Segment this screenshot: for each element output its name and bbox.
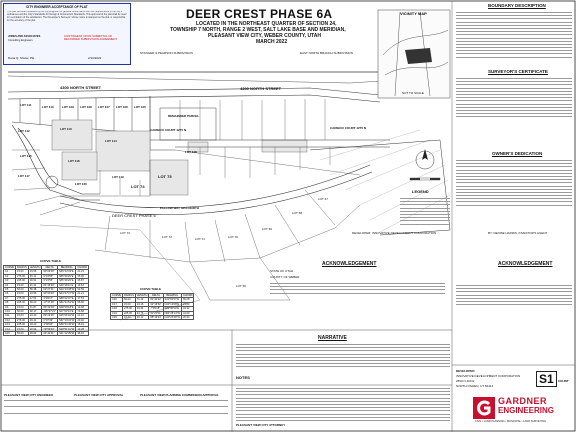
table-cell: N43°12'08"E <box>163 302 181 306</box>
table-cell: C3 <box>4 279 16 283</box>
table-cell: 38.04 <box>76 331 89 335</box>
parcel-east-north: EAST NORTH BRANCH SUBDIVISION <box>300 51 353 55</box>
table-cell: N84°28'14"W <box>164 311 180 315</box>
table-cell: 39.02 <box>28 331 42 335</box>
table-cell: N40°25'48"W <box>164 316 180 320</box>
narrative-title: NARRATIVE <box>318 335 347 341</box>
table-cell: 50.00 <box>16 287 29 291</box>
sheet-developer-address: 2550 N 400 E <box>456 379 475 383</box>
table-cell: 81°30'32" <box>150 298 162 302</box>
county-label: COUNTY OF WEBER <box>270 275 300 279</box>
table-cell: S85°29'29"E <box>57 274 75 278</box>
approval-planning-commission: PLEASANT VIEW PLANNING COMMISSION APPROVAL <box>140 393 219 397</box>
legend-entries <box>400 198 450 238</box>
lot-label: LOT 74 <box>131 184 145 189</box>
count-label: COUNT <box>558 379 569 383</box>
lot-label: LOT 75 <box>158 174 172 179</box>
curve-table-left <box>3 265 89 336</box>
table-cell: 105°37'21" <box>43 310 56 313</box>
lot-label: LOT 118 <box>185 150 197 154</box>
table-cell: 19.28 <box>76 327 89 331</box>
table-cell: 44°42'41" <box>42 331 58 335</box>
table-cell: 24.16 <box>135 302 149 306</box>
table-cell: 34.34 <box>135 307 149 311</box>
table-cell: C1 <box>4 270 16 274</box>
table-cell: N45°12'33"E <box>57 270 75 274</box>
remainder-parcel: REMAINDER PARCEL <box>168 114 200 118</box>
table-cell: 36.91 <box>28 279 42 283</box>
table-cell: 50.00 <box>16 331 29 335</box>
table-cell: C14 <box>4 327 16 331</box>
state-label: STATE OF UTAH <box>270 269 293 273</box>
table-cell: 23.56 <box>28 292 42 296</box>
street-4300-north-east: 4300 NORTH STREET <box>240 86 282 91</box>
table-cell: S45°06'04"W <box>58 314 75 318</box>
table-cell: 34.32 <box>181 307 194 311</box>
table-row <box>111 315 194 319</box>
table-cell: C20 <box>111 315 123 319</box>
table-cell: 17°37'48" <box>42 301 58 305</box>
acknowledgement-text-2 <box>456 285 572 325</box>
lot-label: LOT 67 <box>318 197 328 201</box>
table-cell: 69.23 <box>28 301 42 305</box>
table-cell: S31°53'57"E <box>163 298 181 302</box>
stamp-heading: CITY ENGINEER ACCEPTANCE OF PLAT <box>26 5 88 9</box>
table-cell: 23.40 <box>28 314 42 318</box>
table-cell: 21.10 <box>76 314 89 318</box>
table-cell: 21.21 <box>76 270 89 274</box>
owners-dedication-text <box>456 160 572 220</box>
lot-label: LOT 112 <box>18 129 30 133</box>
table-cell: C2 <box>4 274 16 278</box>
table-cell: C19 <box>111 311 123 315</box>
table-cell: 9°23'55" <box>42 274 58 278</box>
table-cell: 18.20 <box>28 323 42 327</box>
table-cell: 45.06 <box>76 274 89 278</box>
table-cell: S48°51'01"W <box>58 327 75 331</box>
approval-city-attorney: PLEASANT VIEW CITY ATTORNEY <box>236 423 286 427</box>
vicinity-map-scale: NOT TO SCALE <box>402 91 424 95</box>
lot-label: LOT 116 <box>68 159 80 163</box>
table-cell: C11 <box>4 314 16 318</box>
deer-crest-phase-6-label: DEER CREST PHASE 6 <box>112 213 156 218</box>
plat-title: DEER CREST PHASE 6A <box>186 7 333 21</box>
table-cell: 81°46'30" <box>42 283 58 287</box>
table-cell: 90°00'00" <box>42 270 58 274</box>
table-cell: 55.38 <box>28 287 42 291</box>
lot-label: LOT 68 <box>292 211 302 215</box>
lot-label: LOT 69 <box>262 227 272 231</box>
table-cell: C10 <box>4 309 16 313</box>
table-cell: 15.00 <box>123 315 136 319</box>
curve-table-header: BEARING <box>163 294 181 298</box>
lot-label: LOT 117 <box>18 174 30 178</box>
table-cell: N40°10'38"W <box>58 288 75 292</box>
table-cell: S85°29'29"E <box>57 279 75 283</box>
acknowledgement-title-2: ACKNOWLEDGEMENT <box>498 261 553 267</box>
curve-table-header: CURVE <box>112 294 122 298</box>
curve-table-header: LENGTH <box>136 294 148 298</box>
lot-label: LOT 70 <box>228 235 238 239</box>
table-cell: 225.00 <box>16 323 29 327</box>
title-line-4: MARCH 2022 <box>256 39 288 45</box>
street-4300-north: 4300 NORTH STREET <box>60 85 102 90</box>
firm-name-line-2: ENGINEERING <box>498 406 555 415</box>
table-cell: 92°16'52" <box>150 302 162 306</box>
table-cell: 15.00 <box>16 270 29 274</box>
table-cell: C7 <box>4 296 16 300</box>
gardner-engineering-logo <box>473 393 573 427</box>
table-cell: 50.00 <box>123 298 136 302</box>
table-cell: 65.28 <box>181 298 194 302</box>
lot-label: LOT 106 <box>116 105 128 109</box>
sheet-number: S1 <box>536 371 557 387</box>
table-cell: 15.00 <box>16 283 29 287</box>
approval-city: PLEASANT VIEW CITY APPROVAL <box>74 393 124 397</box>
table-cell: 21.21 <box>76 292 89 296</box>
table-cell: C15 <box>4 331 16 335</box>
lot-label: LOT 113 <box>60 127 72 131</box>
table-cell: 15.00 <box>16 327 29 331</box>
street-fallow-way: FALLOW WAY 4250 NORTH <box>160 206 200 210</box>
lot-label: LOT 111 <box>20 103 32 107</box>
curve-table-header: CHORD <box>182 294 193 298</box>
table-cell: 50.00 <box>16 309 29 313</box>
table-cell: 6°07'39" <box>42 318 58 322</box>
city-engineer-stamp <box>3 3 131 65</box>
table-cell: 21.63 <box>181 302 194 306</box>
lot-label: LOT 110 <box>42 105 54 109</box>
table-cell: C4 <box>4 283 16 287</box>
parcel-stanger: STANGER & PEARSON SUBDIVISION <box>140 51 193 55</box>
sheet-developer-name: INNOVATIVE DEVELOPMENT CORPORATION <box>456 374 521 378</box>
table-cell: 3°39'17" <box>42 296 58 300</box>
gardner-g-icon <box>473 397 495 419</box>
sheet-developer-city: NORTH OGDEN, UT 84414 <box>456 384 494 388</box>
surveyors-certificate-text <box>456 78 572 128</box>
curve-table-header: RADIUS <box>124 294 134 298</box>
table-cell: 83°32'09" <box>42 305 58 309</box>
curve-table-right <box>110 293 194 320</box>
table-cell: 18.19 <box>76 323 89 327</box>
table-cell: 21.41 <box>28 283 42 287</box>
curve-table-header: DELTA <box>149 294 163 298</box>
curve-table-header: CHORD <box>77 266 87 270</box>
title-line-1: LOCATED IN THE NORTHEAST QUARTER OF SECTION 24, <box>196 21 337 27</box>
table-cell: 21.87 <box>28 305 42 309</box>
table-cell: 275.00 <box>123 307 136 311</box>
table-cell: N87°16'32"W <box>58 318 75 322</box>
table-cell: 90°00'00" <box>42 292 58 296</box>
title-line-3: PLEASANT VIEW CITY, WEBER COUNTY, UTAH <box>208 33 321 39</box>
table-cell: 225.00 <box>16 301 29 305</box>
curve-table-title-left: CURVE TABLE <box>40 259 62 263</box>
table-cell: 88°19'04" <box>150 316 162 320</box>
notes-title: NOTES <box>236 375 250 380</box>
surveyors-certificate-title: SURVEYOR'S CERTIFICATE <box>488 69 548 74</box>
stamp-org-sub: Consulting Engineers <box>8 39 33 42</box>
stamp-body: This plat has been reviewed by the City Engineer for general conformance with the requirements of the City's ordinances and the City's Standards for Design & Construction Standards. This approval of the plat shall be used for recordation of the subdivision. The Developer's Surveyor, whose name is stamped on the plat, is responsible for the accuracy of the plat. <box>7 11 127 22</box>
table-cell: C6 <box>4 292 16 296</box>
table-cell: C18 <box>111 307 123 311</box>
table-cell: 44.76 <box>135 311 149 315</box>
table-cell: 44.69 <box>181 311 194 315</box>
stamp-date: 2/10/2022 <box>88 56 102 60</box>
street-caribou-west: CARIBOU COURT 4275 N <box>150 128 187 132</box>
table-cell: S88°22'07"E <box>57 296 75 300</box>
table-cell: 45.11 <box>28 274 42 278</box>
table-cell: 29.41 <box>28 318 42 322</box>
table-row <box>4 331 89 335</box>
curve-table-title-right: CURVE TABLE <box>140 287 162 291</box>
table-cell: 15.00 <box>16 292 29 296</box>
acknowledgement-title: ACKNOWLEDGEMENT <box>322 261 377 267</box>
table-cell: 4°38'05" <box>42 323 58 327</box>
table-cell: 9°23'55" <box>42 279 58 283</box>
boundary-description-text <box>456 12 572 62</box>
table-cell: 7°09'18" <box>149 307 163 311</box>
stamp-red-note: CONTINGENT UPON SUBMITTAL OF RECORDED SUBDIVISION AGREEMENT <box>64 35 118 42</box>
table-cell: 275.00 <box>16 318 29 322</box>
table-cell: S31°12'35"W <box>58 331 75 335</box>
table-cell: 63°27'41" <box>42 287 58 291</box>
lot-label: LOT 114 <box>105 139 117 143</box>
lot-label: LOT 120 <box>75 182 87 186</box>
table-cell: 15.00 <box>16 305 29 309</box>
table-cell: 275.00 <box>16 274 29 278</box>
table-cell: 79°59'33" <box>42 327 58 331</box>
table-cell: 20.90 <box>181 315 194 319</box>
vicinity-map-title: VICINITY MAP <box>400 11 427 16</box>
lot-label: LOT 105 <box>134 105 146 109</box>
notes-text <box>236 388 450 428</box>
lot-label: LOT 66 <box>236 284 246 288</box>
lot-label: LOT 71 <box>195 237 205 241</box>
table-cell: 68.96 <box>76 301 89 305</box>
table-cell: C17 <box>111 302 123 306</box>
table-cell: 52.59 <box>76 287 89 291</box>
table-cell: 79.68 <box>76 309 89 313</box>
table-cell: 23.12 <box>135 315 149 319</box>
approval-signature-lines <box>4 400 228 428</box>
curve-table-header: LENGTH <box>29 266 41 270</box>
table-cell: 15.00 <box>123 302 136 306</box>
curve-table-header: CURVE <box>5 266 15 270</box>
table-cell: S27°03'13"E <box>57 309 75 313</box>
curve-table-header: RADIUS <box>17 266 27 270</box>
lot-label: LOT 109 <box>62 105 74 109</box>
stamp-org: JONES AND ASSOCIATES <box>8 35 41 38</box>
owners-dedication-title: OWNER'S DEDICATION <box>492 151 543 156</box>
title-line-2: TOWNSHIP 7 NORTH, RANGE 2 WEST, SALT LAKE BASE AND MERIDIAN, <box>170 27 346 33</box>
table-cell: 17.54 <box>28 296 42 300</box>
table-cell: N44°47'27"W <box>58 292 75 296</box>
approval-city-engineer: PLEASANT VIEW CITY ENGINEER <box>4 393 53 397</box>
table-cell: C9 <box>4 305 16 309</box>
table-cell: N81°21'51"W <box>58 301 75 305</box>
table-cell: 36.87 <box>76 279 89 283</box>
lot-label: LOT 107 <box>98 105 110 109</box>
table-cell: 19.98 <box>76 305 89 309</box>
table-cell: N86°31'45"W <box>58 323 75 327</box>
lot-label: LOT 72 <box>162 235 172 239</box>
owner-name-1: DEVELOPER: INNOVATIVE DEVELOPMENT CORPORATION <box>352 231 437 235</box>
table-cell: 225.00 <box>16 279 29 283</box>
table-cell: 19.64 <box>76 283 89 287</box>
lot-label: LOT 73 <box>120 231 130 235</box>
table-cell: 15.00 <box>16 314 29 318</box>
table-cell: N38°09'18"E <box>57 305 75 309</box>
table-cell: 89°22'46" <box>42 314 58 318</box>
lot-label: LOT 119 <box>112 175 124 179</box>
narrative-text <box>236 344 450 374</box>
stamp-signed-by: Dana Q. Shuler, PE <box>8 56 35 60</box>
table-cell: 92.17 <box>28 309 42 313</box>
owner-name-2: BY: DENISE HARRIS, INVESTOR'S AGENT <box>488 231 548 235</box>
table-cell: 225.00 <box>123 311 136 315</box>
curve-table-header: DELTA <box>42 266 58 270</box>
table-cell: 71.13 <box>135 298 149 302</box>
table-cell: C12 <box>4 318 16 322</box>
table-cell: 20.94 <box>28 327 42 331</box>
street-caribou-east: CARIBOU COURT 4275 N <box>330 126 367 130</box>
table-cell: 29.40 <box>76 318 89 322</box>
curve-table-header: BEARING <box>57 266 75 270</box>
lot-label: LOT 115 <box>20 154 32 158</box>
firm-name-line-1: GARDNER <box>498 396 548 406</box>
table-cell: C16 <box>111 298 123 302</box>
legend-title: LEGEND <box>412 189 429 194</box>
table-cell: C5 <box>4 287 16 291</box>
table-cell: C8 <box>4 301 16 305</box>
table-cell: S89°40'59"E <box>163 307 181 311</box>
table-cell: 23.56 <box>28 270 42 274</box>
table-cell: C13 <box>4 323 16 327</box>
table-cell: 17.53 <box>76 296 89 300</box>
table-cell: 11°23'51" <box>150 311 162 315</box>
table-cell: S49°18'11"E <box>57 283 75 287</box>
boundary-description-title: BOUNDARY DESCRIPTION <box>488 3 546 8</box>
acknowledgement-text <box>270 283 445 297</box>
firm-name-line-3: CIVIL • LAND PLANNING • MUNICIPAL • LAND SURVEYING <box>475 420 547 423</box>
lot-label: LOT 108 <box>80 105 92 109</box>
sheet-developer-label: DEVELOPER <box>456 369 475 373</box>
table-cell: 275.00 <box>16 296 29 300</box>
